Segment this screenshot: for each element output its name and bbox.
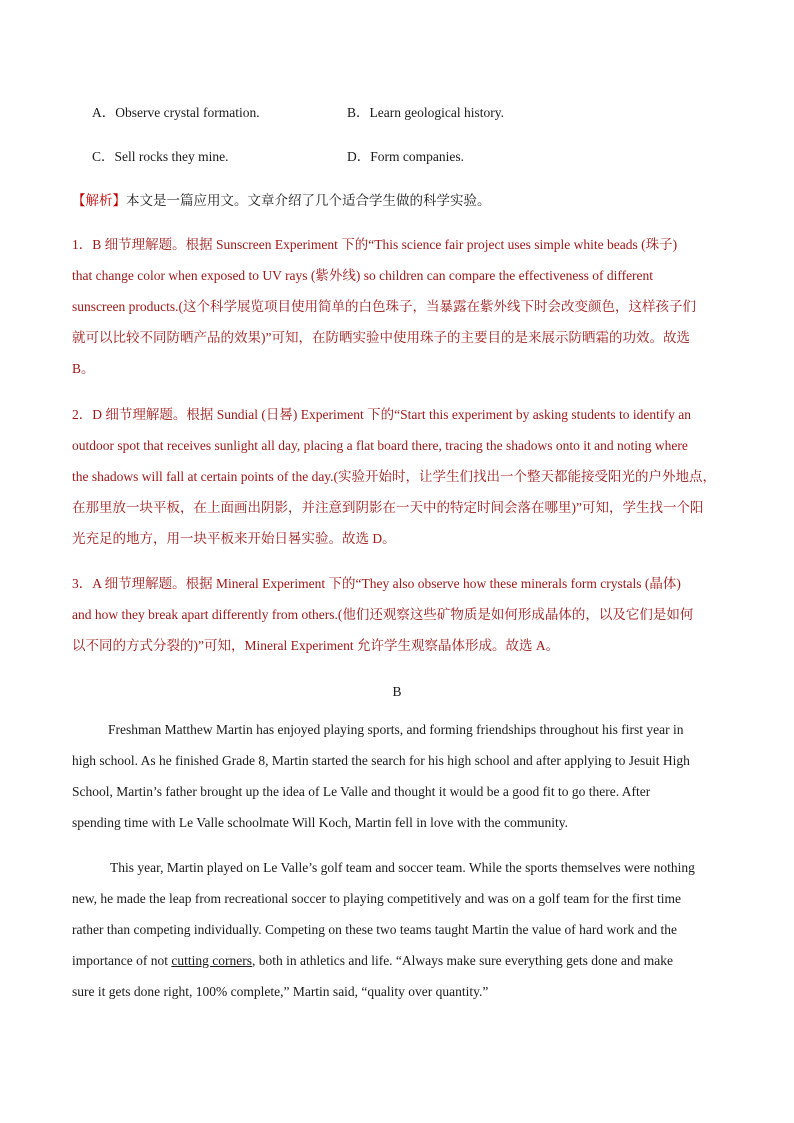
explanation-line: 3．A 细节理解题。根据 Mineral Experiment 下的“They also observe how these minerals form crystals (晶体) <box>72 576 681 591</box>
passage-line: spending time with Le Valle schoolmate Will Koch, Martin fell in love with the community. <box>72 815 568 830</box>
analysis-intro <box>72 192 491 210</box>
passage-line: sure it gets done right, 100% complete,” Martin said, “quality over quantity.” <box>72 984 489 999</box>
passage-line: School, Martin’s father brought up the idea of Le Valle and thought it would be a good fit to go there. After <box>72 784 651 799</box>
explanation-line: 以不同的方式分裂的)”可知，Mineral Experiment 允许学生观察晶体形成。故选 A。 <box>72 638 560 653</box>
analysis-tag: 【解析】 <box>72 193 126 208</box>
option-d: D．Form companies. <box>347 149 464 164</box>
explanation-line: and how they break apart differently from others.(他们还观察这些矿物质是如何形成晶体的，以及它们是如何 <box>72 607 694 622</box>
section-label: B <box>392 684 402 699</box>
option-c: C．Sell rocks they mine. <box>92 149 229 164</box>
explanation-line: 光充足的地方，用一块平板来开始日晷实验。故选 D。 <box>72 531 396 546</box>
explanation-line: 就可以比较不同防晒产品的效果)”可知，在防晒实验中使用珠子的主要目的是来展示防晒霜的功效。故选 <box>72 330 690 345</box>
explanation-line: sunscreen products.(这个科学展览项目使用简单的白色珠子，当暴露在紫外线下时会改变颜色，这样孩子们 <box>72 299 696 314</box>
explanation-line: 在那里放一块平板，在上面画出阴影，并注意到阴影在一天中的特定时间会落在哪里)”可知，学生找一个阳 <box>72 500 704 515</box>
passage-line <box>72 952 673 970</box>
option-a: A．Observe crystal formation. <box>92 105 260 120</box>
passage-line: rather than competing individually. Competing on these two teams taught Martin the value of hard work and the <box>72 922 677 937</box>
explanation-line: 2．D 细节理解题。根据 Sundial (日晷) Experiment 下的“Start this experiment by asking students to identify an <box>72 407 692 422</box>
explanation-line: outdoor spot that receives sunlight all day, placing a flat board there, tracing the shadows onto it and noting where <box>72 438 688 453</box>
explanation-line: B。 <box>72 361 95 376</box>
explanation-line: 1．B 细节理解题。根据 Sunscreen Experiment 下的“This science fair project uses simple white beads (珠子) <box>72 237 678 252</box>
passage-line: new, he made the leap from recreational soccer to playing competitively and was on a golf team for the first time <box>72 891 682 906</box>
analysis-intro-text: 本文是一篇应用文。文章介绍了几个适合学生做的科学实验。 <box>126 193 491 208</box>
explanation-line: the shadows will fall at certain points of the day.(实验开始时，让学生们找出一个整天都能接受阳光的户外地点， <box>72 469 717 484</box>
passage-line: This year, Martin played on Le Valle’s golf team and soccer team. While the sports themselves were nothing <box>110 860 695 875</box>
passage-line: Freshman Matthew Martin has enjoyed playing sports, and forming friendships throughout his first year in <box>108 722 684 737</box>
option-b: B．Learn geological history. <box>347 105 504 120</box>
passage-text: importance of not <box>72 953 172 968</box>
passage-line: high school. As he finished Grade 8, Martin started the search for his high school and after applying to Jesuit High <box>72 753 690 768</box>
underlined-phrase: cutting corners <box>171 953 252 968</box>
passage-text: , both in athletics and life. “Always make sure everything gets done and make <box>251 953 673 968</box>
explanation-line: that change color when exposed to UV rays (紫外线) so children can compare the effectiveness of different <box>72 268 654 283</box>
